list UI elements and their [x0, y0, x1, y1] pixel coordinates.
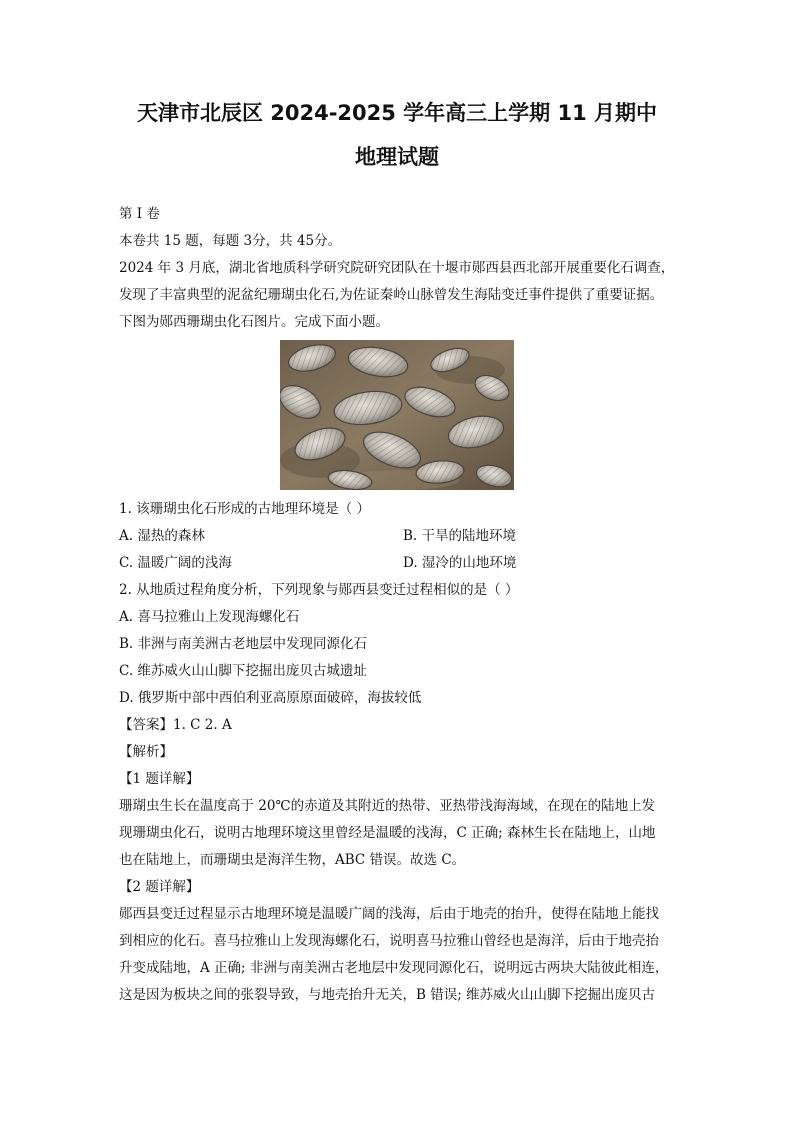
q1-explanation-line: 现珊瑚虫化石，说明古地理环境这里曾经是温暖的浅海，C 正确; 森林生长在陆地上，山地	[119, 825, 656, 841]
q2-explanation-line: 到相应的化石。喜马拉雅山上发现海螺化石，说明喜马拉雅山曾经也是海洋，后由于地壳抬	[119, 933, 659, 949]
question-1-stem: 1. 该珊瑚虫化石形成的古地理环境是（ ）	[119, 501, 370, 517]
q2-explanation-line: 这是因为板块之间的张裂导致，与地壳抬升无关，B 错误; 维苏威火山山脚下挖掘出庞贝古	[119, 987, 656, 1003]
answer-key: 【答案】1. C 2. A	[119, 717, 232, 733]
exam-title: 天津市北辰区 2024-2025 学年高三上学期 11 月期中	[136, 101, 658, 125]
volume-label: 第 I 卷	[119, 206, 160, 222]
q1-explanation-label: 【1 题详解】	[119, 771, 200, 787]
question-1-option-a: A. 湿热的森林	[119, 528, 205, 544]
passage-line: 发现了丰富典型的泥盆纪珊瑚虫化石,为佐证秦岭山脉曾发生海陆变迁事件提供了重要证据。	[119, 287, 664, 303]
instructions: 本卷共 15 题，每题 3分，共 45分。	[119, 233, 342, 249]
passage-line: 下图为郧西珊瑚虫化石图片。完成下面小题。	[119, 314, 389, 330]
coral-fossil-photo	[280, 340, 514, 490]
question-2-option-b: B. 非洲与南美洲古老地层中发现同源化石	[119, 636, 368, 652]
analysis-label: 【解析】	[119, 744, 173, 760]
question-1-option-d: D. 湿冷的山地环境	[403, 555, 517, 571]
question-2-option-a: A. 喜马拉雅山上发现海螺化石	[119, 609, 300, 625]
question-1-option-b: B. 干旱的陆地环境	[403, 528, 517, 544]
q2-explanation-label: 【2 题详解】	[119, 879, 200, 895]
coral-fossil-icon	[280, 340, 514, 490]
question-2-option-d: D. 俄罗斯中部中西伯利亚高原原面破碎，海拔较低	[119, 690, 422, 706]
question-1-option-c: C. 温暖广阔的浅海	[119, 555, 232, 571]
passage-line: 2024 年 3 月底，湖北省地质科学研究院研究团队在十堰市郧西县西北部开展重要化石调查，	[119, 260, 675, 276]
question-2-option-c: C. 维苏威火山山脚下挖掘出庞贝古城遗址	[119, 663, 367, 679]
question-2-stem: 2. 从地质过程角度分析，下列现象与郧西县变迁过程相似的是（ ）	[119, 582, 519, 598]
exam-subject: 地理试题	[355, 145, 439, 169]
q2-explanation-line: 升变成陆地，A 正确; 非洲与南美洲古老地层中发现同源化石，说明远古两块大陆彼此相连，	[119, 960, 669, 976]
q2-explanation-line: 郧西县变迁过程显示古地理环境是温暖广阔的浅海，后由于地壳的抬升，使得在陆地上能找	[119, 906, 659, 922]
q1-explanation-line: 珊瑚虫生长在温度高于 20℃的赤道及其附近的热带、亚热带浅海海域，在现在的陆地上发	[119, 798, 656, 814]
q1-explanation-line: 也在陆地上，而珊瑚虫是海洋生物，ABC 错误。故选 C。	[119, 852, 466, 868]
